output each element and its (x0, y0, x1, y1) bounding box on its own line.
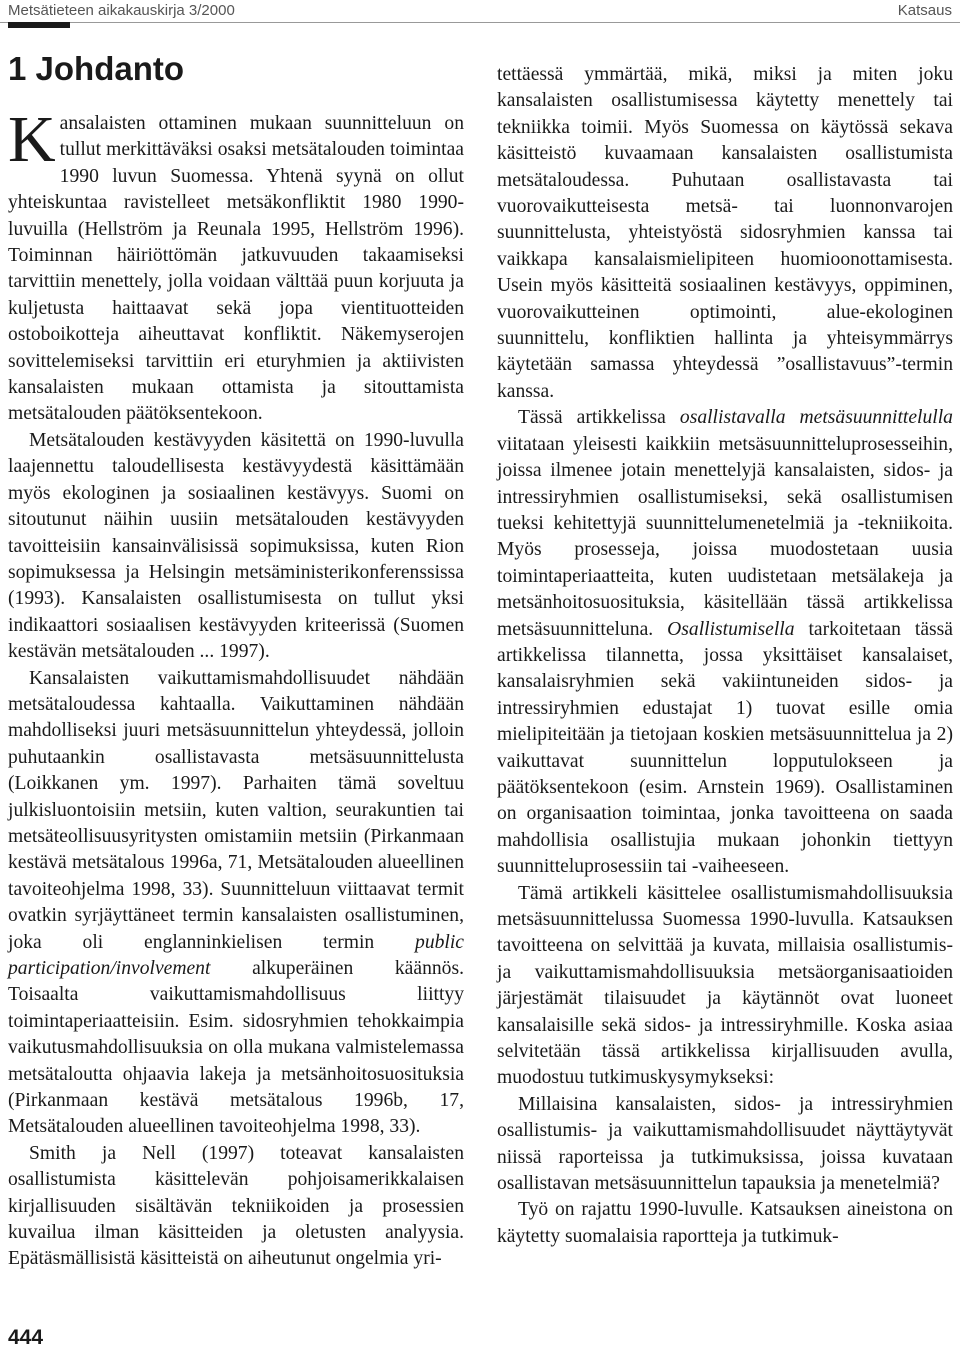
paragraph-scope: Työ on rajattu 1990-luvulle. Katsauksen aineistona on käytetty suomalaisia raportteja ja tutkimuk- (497, 1199, 953, 1247)
article-category: Katsaus (897, 2, 952, 19)
left-column (8, 103, 464, 1273)
paragraph-sustainability: Metsätalouden kestävyyden käsitettä on 1990-luvulla laajennettu taloudellisesta kestävyydestä käsittämään myös ekologinen ja sosiaalinen kestävyys. Suomi on sitoutunut näihin uusiin metsätalouden kestävyyden tavoitteisiin kansainvälisissä sopimuksissa, kuten Rion sopimuksessa ja Helsingin metsäministerikonferenssissa (1993). Kansalaisten osallistumisesta on tullut yksi indikaattori sosiaalisen kestävyyden kriteerissä (Suomen kestävän metsätalouden ... 1997). (8, 429, 464, 663)
paragraph-text: tarkoitetaan tässä artikkelissa tilannetta, jossa yksittäiset kansalaiset, kansalaisryhmien sekä vakiintuneiden sidos- ja intressiryhmien edustajat 1) tuovat esille omia mielipiteitään ja tietojaan koskien metsäsuunnittelua ja 2) vaikuttavat suunnittelun lopputulokseen ja päätöksentekoon (esim. Arnstein 1969). Osallistaminen on organisaation toimintaa, jonka tavoitteena on saada mahdollisia osallistujia mukaan johonkin tiettyyn suunnitteluprosessiin tai -vaiheeseen. (497, 618, 953, 878)
paragraph-literature: Smith ja Nell (1997) toteavat kansalaisten osallistumista käsittelevän pohjoisamerikkalaisen kirjallisuuden sisältävän tekniikoiden ja prosessien kuvailua ilman käsitteiden ja oletusten analyysia. Epätäsmällisistä käsitteistä on aiheutunut ongelmia yri- (8, 1142, 464, 1270)
header-rule (0, 22, 960, 23)
drop-cap: K (8, 103, 56, 176)
italic-term: public participation/involvement (8, 931, 464, 979)
paragraph-text: alkuperäinen käännös. Toisaalta vaikuttamismahdollisuus liittyy toimintaperiaatteisiin. Esim. sidosryhmien tehokkaimpia vaikutusmahdollisuuksia on olla mukana valmistelemassa metsätaloutta ohjaavia lakeja ja metsänhoitosuosituksia (Pirkanmaan kestävä metsätalous 1996b, 17, Metsätalouden alueellinen tavoiteohjelma 1998, 33). (8, 958, 464, 1138)
paragraph-text: Tässä artikkelissa (518, 407, 680, 429)
paragraph-concepts: tettäessä ymmärtää, mikä, miksi ja miten joku kansalaisten osallistumisessa käytetty menettely tai tekniikka toimii. Myös Suomessa on käytössä sekava käsitteistö kuvaamaan kansalaisten osallistumista metsätaloudessa. Puhutaan osallistavasta tai vuorovaikutteisesta metsä- tai luonnonvarojen suunnittelusta, yhteistyöstä sidosryhmien kanssa tai vaikkapa kansalaismielipiteen huomioonottamisesta. Usein myös käsitteitä sosiaalinen kestävyys, oppiminen, vuorovaikutteinen optimointi, alue-ekologinen suunnittelu, konfliktien hallinta ja yhteisymmärrys käytetään samassa yhteydessä ”osallistavuus”-termin kanssa. (497, 64, 953, 402)
paragraph-aims: Tämä artikkeli käsittelee osallistumismahdollisuuksia metsäsuunnittelussa Suomessa 1990-luvulla. Katsauksen tavoitteena on selvittää ja kuvata, millaisia osallistumis- ja vaikuttamismahdollisuuksia metsäorganisaatioiden järjestämät tilaisuudet ja käytännöt ovat luoneet kansalaisille sekä sidos- ja intressiryhmille. Koska asiaa selvitetään tässä artikkelissa kirjallisuuden avulla, muodostuu tutkimuskysymykseksi: (497, 882, 953, 1089)
italic-term: Osallistumisella (667, 618, 795, 640)
paragraph-influence (8, 666, 464, 1141)
paragraph-text: Kansalaisten vaikuttamismahdollisuudet nähdään metsätaloudessa kahtaalla. Vaikuttaminen nähdään mahdolliseksi juuri metsäsuunnittelun yhteydessä, jolloin puhutaankin osallistavasta metsäsuunnittelusta (Loikkanen ym. 1997). Parhaiten tämä soveltuu julkisluontoisiin metsiin, kuten valtion, seurakuntien tai metsäteollisuusyritysten omistamiin metsiin (Pirkanmaan kestävä metsätalous 1996a, 71, Metsätalouden alueellinen tavoiteohjelma 1998, 33). Suunnitteluun viittaavat termit ovatkin syrjäyttäneet termin kansalaisten osallistuminen, joka oli englanninkielisen termin (8, 667, 464, 953)
section-title: 1 Johdanto (8, 50, 185, 87)
journal-name: Metsätieteen aikakauskirja 3/2000 (8, 2, 235, 19)
right-column (497, 62, 953, 1250)
paragraph-text: ansalaisten ottaminen mukaan suunnitteluun on tullut merkittäväksi osaksi metsätalouden toimintaa 1990 luvun Suomessa. Yhtenä syynä on ollut yhteiskuntaa ravistelleet metsäkonfliktit 1980 1990-luvuilla (Hellström ja Reunala 1995, Hellström 1996). Toiminnan häiriöttömän jatkuvuuden takaamiseksi tarvittiin menettely, jolla voidaan välttää puun korjuuta ja kuljetusta haittaavat sekä jopa vientituotteiden ostoboikotteja aiheuttavat konfliktit. Näkemyserojen sovittelemiseksi tarvittiin eri eturyhmien ja aktiivisten kansalaisten mukaan ottamista ja sitouttamista metsätalouden päätöksentekoon. (8, 113, 464, 425)
paragraph-definitions (497, 405, 953, 880)
header-accent-bar (8, 22, 70, 28)
paragraph-text: viitataan yleisesti kaikkiin metsäsuunnitteluprosesseihin, joissa ilmenee jotain menettelyjä kansalaisten, sidos- ja intressiryhmien osallistumiseksi, sekä osallistumisen tueksi kehitettyjä suunnittelumenetelmiä ja -tekniikoita. Myös prosesseja, joissa muodostetaan uusia toimintaperiaatteita, kuten uudistetaan metsälakeja ja metsänhoitosuosituksia, käsitellään tässä artikkelissa metsäsuunnitteluna. (497, 433, 953, 640)
page-number: 444 (8, 1326, 44, 1349)
paragraph-research-question: Millaisina kansalaisten, sidos- ja intressiryhmien osallistumis- ja vaikuttamismahdollisuudet näyttäytyvät niissä raporteissa ja tutkimuksissa, joissa kuvataan osallistavan metsäsuunnittelun tapauksia ja menetelmiä? (497, 1093, 953, 1195)
page-header (0, 0, 960, 24)
italic-term: osallistavalla metsäsuunnittelulla (679, 407, 953, 429)
paragraph-intro (8, 103, 464, 428)
